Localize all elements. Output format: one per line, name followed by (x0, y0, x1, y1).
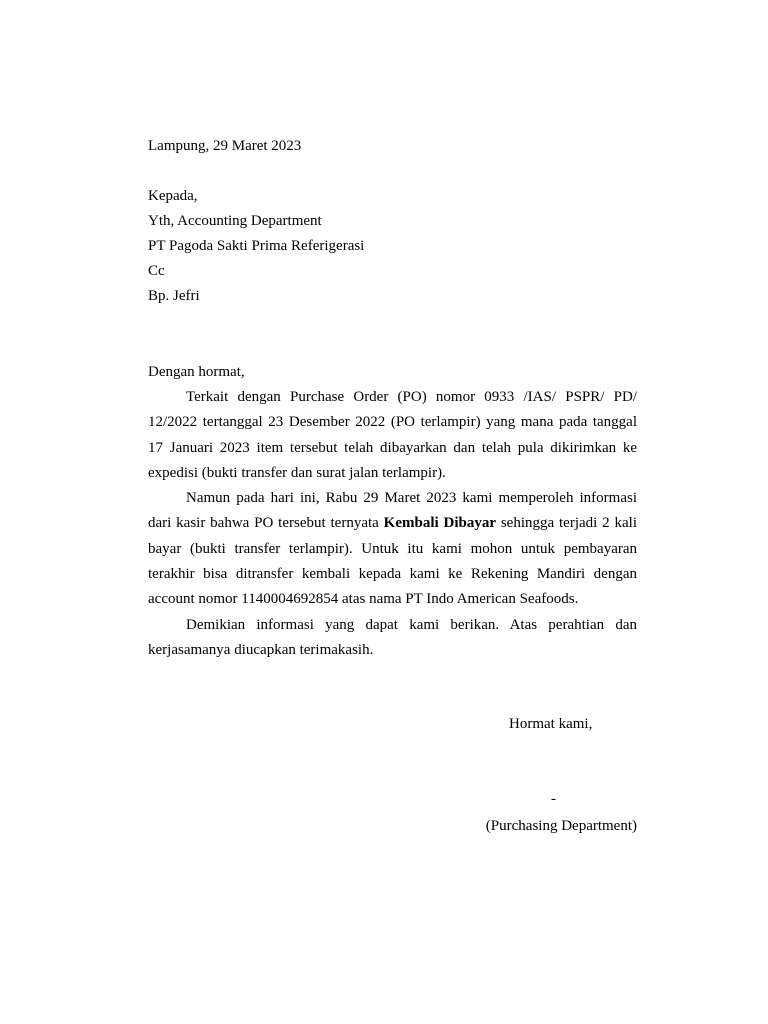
paragraph-2-text-after: sehingga terjadi 2 kali bayar (bukti transfer terlampir). Untuk itu kami mohon untuk pembayaran terakhir bisa ditransfer kembali kepada kami ke Rekening Mandiri dengan account nomor 1140004692854 atas nama PT Indo American Seafoods. (148, 515, 637, 608)
paragraph-2-text-before: Namun pada hari ini, Rabu 29 Maret 2023 kami memperoleh informasi dari kasir bahwa PO tersebut ternyata (148, 490, 637, 532)
cc-label: Cc (148, 263, 165, 279)
paragraph-2 (148, 486, 637, 612)
letter-body (148, 360, 637, 663)
paragraph-1: Terkait dengan Purchase Order (PO) nomor 0933 /IAS/ PSPR/ PD/ 12/2022 tertanggal 23 Desember 2022 (PO terlampir) yang mana pada tanggal 17 Januari 2023 item tersebut telah dibayarkan dan telah pula dikirimkan ke expedisi (bukti transfer dan surat jalan terlampir). (148, 389, 637, 481)
recipient-company: PT Pagoda Sakti Prima Referigerasi (148, 238, 365, 254)
recipient-department: Yth, Accounting Department (148, 213, 322, 229)
paragraph-3: Demikian informasi yang dapat kami berikan. Atas perahtian dan kerjasamanya diucapkan terimakasih. (148, 616, 637, 658)
signature-mark: - (551, 791, 556, 807)
paragraph-2-bold-emphasis: Kembali Dibayar (383, 515, 496, 532)
cc-name: Bp. Jefri (148, 288, 200, 304)
place-date: Lampung, 29 Maret 2023 (148, 138, 302, 154)
letter-header (148, 134, 637, 159)
recipient-block (148, 184, 637, 309)
greeting: Dengan hormat, (148, 364, 245, 380)
closing: Hormat kami, (509, 716, 593, 732)
signatory: (Purchasing Department) (485, 818, 637, 834)
recipient-kepada: Kepada, (148, 188, 198, 204)
